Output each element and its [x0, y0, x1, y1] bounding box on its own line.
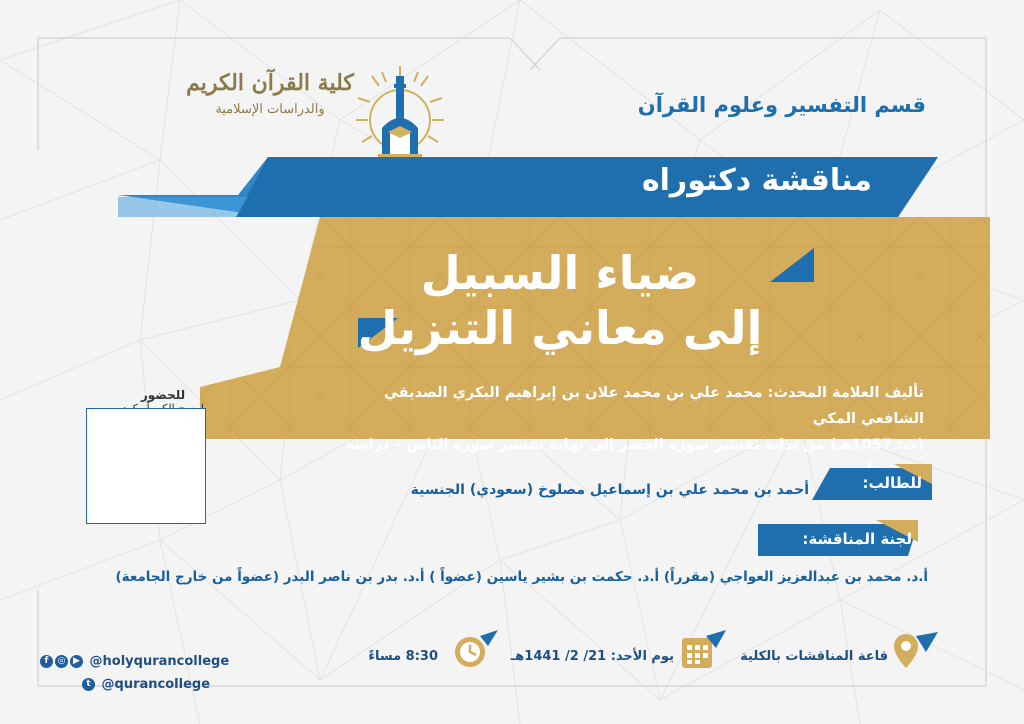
time-text: 8:30 مساءً	[368, 649, 438, 664]
instagram-icon[interactable]: ◎	[55, 655, 68, 668]
attendance-title: للحضور	[140, 388, 186, 402]
department-title: قسم التفسير وعلوم القرآن	[637, 93, 926, 117]
twitter-icon[interactable]: t	[82, 678, 95, 691]
college-subtitle: والدراسات الإسلامية	[215, 102, 325, 117]
qr-code-placeholder[interactable]	[86, 408, 206, 524]
college-name: كلية القرآن الكريم	[186, 70, 354, 96]
college-logo-text	[170, 70, 370, 117]
social-primary[interactable]	[40, 654, 229, 669]
thesis-title-line-2: إلى معاني التنزيل	[357, 301, 763, 355]
student-name: أحمد بن محمد علي بن إسماعيل مصلوخ (سعودي) الجنسية	[410, 482, 809, 498]
location-pin-icon	[892, 632, 938, 672]
social-secondary[interactable]	[82, 677, 210, 692]
thesis-title-line-1: ضياء السبيل	[420, 246, 700, 300]
student-label: للطالب:	[862, 474, 922, 492]
social-handle-secondary: @qurancollege	[101, 677, 211, 692]
clock-icon	[452, 630, 498, 672]
committee-label: لجنة المناقشة:	[802, 530, 912, 548]
youtube-icon[interactable]: ▶	[70, 655, 83, 668]
calendar-icon	[680, 630, 726, 672]
date-text: يوم الأحد: 21/ 2/ 1441هـ	[510, 649, 674, 664]
thesis-description-line-1: تأليف العلامة المحدث: محمد علي بن محمد علان بن إبراهيم البكري الصديقي الشافعي المكي	[383, 385, 924, 427]
degree-title: مناقشة دكتوراه	[641, 163, 872, 198]
location-text: قاعة المناقشات بالكلية	[740, 649, 888, 664]
thesis-description-line-2: (ت: 1057هـ) من بداية تفسير سورة الحشر إلى نهاية تفسير سورة الناس – دراسة	[345, 437, 924, 453]
committee-members: أ.د. محمد بن عبدالعزيز العواجي (مقرراً) أ.د. حكمت بن بشير ياسين (عضواً ) أ.د. بدر بن ناصر البدر (عضواً من خارج الجامعة)	[115, 569, 928, 585]
facebook-icon[interactable]: f	[40, 655, 53, 668]
social-handle-primary: @holyqurancollege	[89, 654, 230, 669]
